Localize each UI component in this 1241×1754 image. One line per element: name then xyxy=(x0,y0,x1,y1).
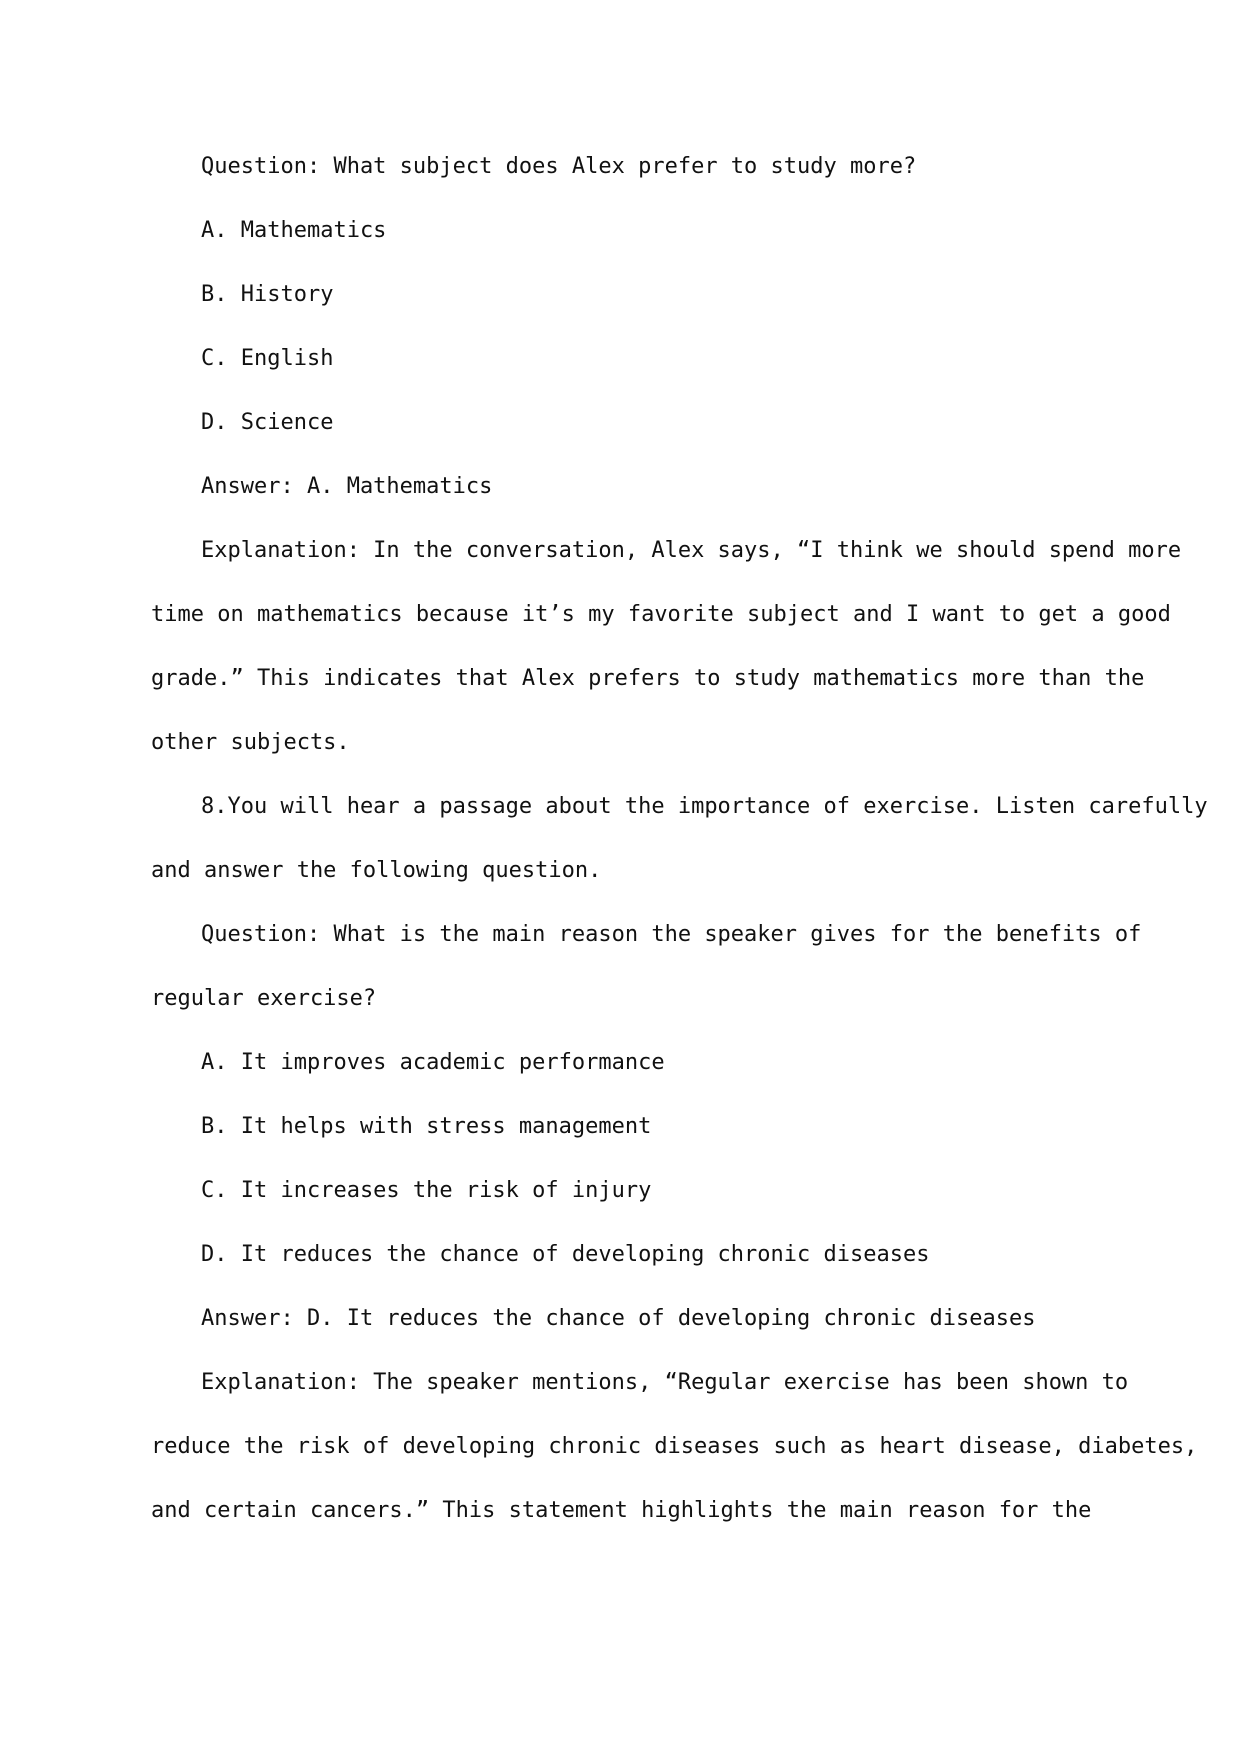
q8-explanation-line: Explanation: The speaker mentions, “Regular exercise has been shown to xyxy=(201,1370,1129,1395)
q8-explanation-line: reduce the risk of developing chronic diseases such as heart disease, diabetes, xyxy=(151,1434,1198,1459)
q7-option-c: C. English xyxy=(201,346,334,371)
q7-question: Question: What subject does Alex prefer to study more? xyxy=(201,154,917,179)
q7-explanation-line: grade.” This indicates that Alex prefers to study mathematics more than the xyxy=(151,666,1145,691)
q7-option-d: D. Science xyxy=(201,410,334,435)
q7-option-a: A. Mathematics xyxy=(201,218,387,243)
q7-answer: Answer: A. Mathematics xyxy=(201,474,493,499)
q8-explanation-line: and certain cancers.” This statement highlights the main reason for the xyxy=(151,1498,1092,1523)
q8-option-a: A. It improves academic performance xyxy=(201,1050,665,1075)
q7-explanation-line: time on mathematics because it’s my favorite subject and I want to get a good xyxy=(151,602,1171,627)
q7-explanation-line: other subjects. xyxy=(151,730,350,755)
q8-question-line: regular exercise? xyxy=(151,986,377,1011)
q8-answer: Answer: D. It reduces the chance of developing chronic diseases xyxy=(201,1306,1036,1331)
q8-option-b: B. It helps with stress management xyxy=(201,1114,652,1139)
q7-explanation-line: Explanation: In the conversation, Alex says, “I think we should spend more xyxy=(201,538,1182,563)
q8-intro-line: 8.You will hear a passage about the importance of exercise. Listen carefully xyxy=(201,794,1208,819)
q8-option-d: D. It reduces the chance of developing chronic diseases xyxy=(201,1242,930,1267)
q7-option-b: B. History xyxy=(201,282,334,307)
q8-option-c: C. It increases the risk of injury xyxy=(201,1178,652,1203)
q8-intro-line: and answer the following question. xyxy=(151,858,602,883)
q8-question-line: Question: What is the main reason the speaker gives for the benefits of xyxy=(201,922,1142,947)
